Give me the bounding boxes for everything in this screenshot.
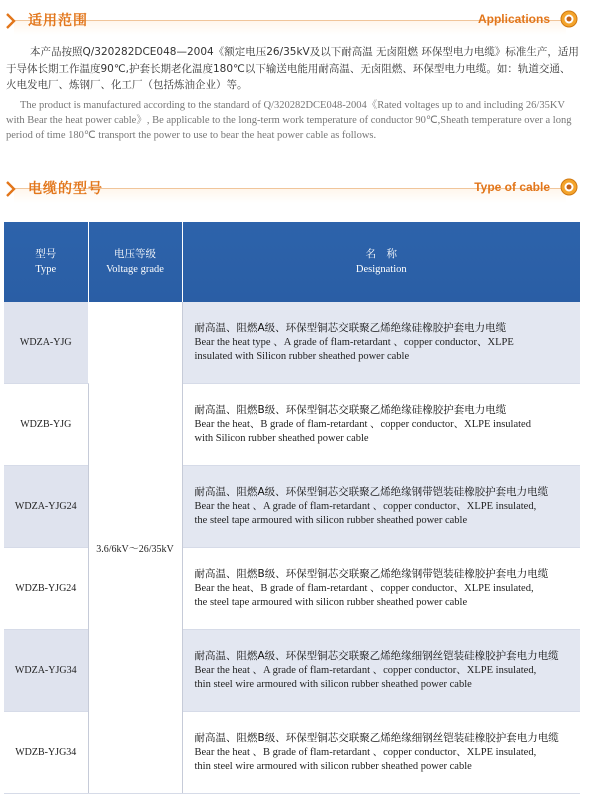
applications-cn-paragraph: 本产品按照Q/320282DCE048—2004《额定电压26/35kV及以下耐高温 无卤阻燃 环保型电力电缆》标准生产，适用于导体长期工作温度90℃,护套长期老化温度180℃以下输送电能用耐高温、无卤阻燃、环保型电力电缆。如：轨道交通、火电发电厂、炼钢厂、化工厂（包括炼油企业）等。 [6, 46, 579, 91]
designation-cn: 耐高温、阻燃B级、环保型铜芯交联聚乙烯绝缘细钢丝铠装硅橡胶护套电力电缆 [194, 731, 559, 744]
applications-en-title: Applications [477, 12, 550, 26]
designation-cell [182, 548, 580, 630]
type-cell: WDZB-YJG34 [4, 712, 88, 794]
type-header-en: Type [35, 264, 57, 275]
cable-types-en-title: Type of cable [474, 180, 550, 194]
designation-en-line1: Bear the heat、B grade of flam-retardant 、copper conductor、XLPE insulated, [194, 582, 534, 594]
voltage-cell: 3.6/6kV～26/35kV [88, 302, 182, 794]
applications-en-paragraph: The product is manufactured according to the standard of Q/320282DCE048-2004《Rated voltages up to and including 26/35KV with Bear the heat power cable》, Be applicable to the long-term work temperature of conductor 90℃,Sheath temperature over a long period of time 180℃ transport the power to use to bear the heat power cable as follows. [6, 100, 572, 141]
type-header-cn: 型号 [35, 248, 57, 260]
designation-cell [182, 712, 580, 794]
type-cell: WDZA-YJG [4, 302, 88, 384]
designation-cell [182, 466, 580, 548]
applications-header [0, 8, 590, 34]
designation-en-line1: Bear the heat 、B grade of flam-retardant 、copper conductor、XLPE insulated, [194, 746, 537, 758]
designation-cn: 耐高温、阻燃B级、环保型铜芯交联聚乙烯绝缘硅橡胶护套电力电缆 [194, 403, 507, 416]
type-cell: WDZA-YJG24 [4, 466, 88, 548]
table-row [4, 302, 580, 384]
designation-en-line2: the steel tape armoured with silicon rubber sheathed power cable [194, 597, 468, 608]
designation-header-en: Designation [355, 264, 407, 275]
designation-en-line1: Bear the heat 、A grade of flam-retardant 、copper conductor、XLPE insulated, [194, 664, 537, 676]
type-cell: WDZA-YJG34 [4, 630, 88, 712]
designation-header-cn: 名 称 [365, 248, 397, 260]
applications-cn-title: 适用范围 [28, 13, 88, 29]
designation-en-line2: the steel tape armoured with silicon rubber sheathed power cable [194, 515, 468, 526]
chevron-right-icon [4, 12, 18, 30]
voltage-header-en: Voltage grade [106, 264, 164, 275]
designation-cell [182, 630, 580, 712]
voltage-column-header [88, 222, 182, 302]
voltage-header-cn: 电压等级 [114, 248, 156, 260]
designation-en-line1: Bear the heat type 、A grade of flam-retardant 、copper conductor、XLPE [194, 336, 514, 348]
type-cell: WDZB-YJG24 [4, 548, 88, 630]
designation-en-line2: thin steel wire armoured with silicon rubber sheathed power cable [194, 679, 472, 690]
cable-types-cn-title: 电缆的型号 [28, 181, 103, 197]
chevron-right-icon [4, 180, 18, 198]
designation-en-line1: Bear the heat、B grade of flam-retardant 、copper conductor、XLPE insulated [194, 418, 531, 430]
designation-cn: 耐高温、阻燃B级、环保型铜芯交联聚乙烯绝缘钢带铠装硅橡胶护套电力电缆 [194, 567, 549, 580]
designation-en-line2: thin steel wire armoured with silicon rubber sheathed power cable [194, 761, 472, 772]
cable-types-header [0, 176, 590, 202]
designation-en-line1: Bear the heat 、A grade of flam-retardant 、copper conductor、XLPE insulated, [194, 500, 537, 512]
circle-badge-icon [560, 10, 578, 28]
designation-cn: 耐高温、阻燃A级、环保型铜芯交联聚乙烯绝缘钢带铠装硅橡胶护套电力电缆 [194, 485, 549, 498]
designation-en-line2: insulated with Silicon rubber sheathed power cable [194, 351, 410, 362]
table-header-row [4, 222, 580, 302]
type-cell: WDZB-YJG [4, 384, 88, 466]
designation-cell [182, 384, 580, 466]
cable-type-table [4, 222, 580, 794]
circle-badge-icon [560, 178, 578, 196]
designation-column-header [182, 222, 580, 302]
designation-cell [182, 302, 580, 384]
designation-en-line2: with Silicon rubber sheathed power cable [194, 433, 369, 444]
designation-cn: 耐高温、阻燃A级、环保型铜芯交联聚乙烯绝缘硅橡胶护套电力电缆 [194, 321, 507, 334]
type-column-header [4, 222, 88, 302]
designation-cn: 耐高温、阻燃A级、环保型铜芯交联聚乙烯绝缘细钢丝铠装硅橡胶护套电力电缆 [194, 649, 559, 662]
